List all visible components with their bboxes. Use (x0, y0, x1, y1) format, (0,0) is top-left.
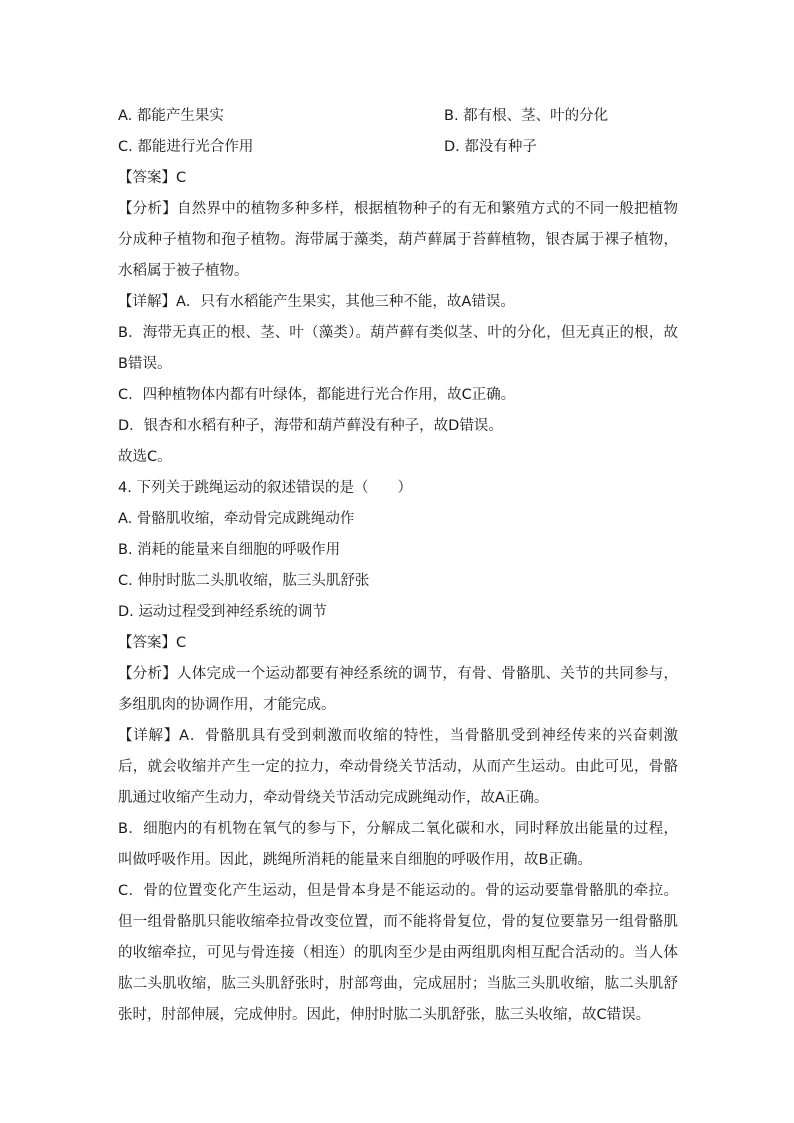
q3-option-c: C. 都能进行光合作用 (118, 139, 254, 155)
q4-detail-a: 【详解】A．骨骼肌具有受到刺激而收缩的特性，当骨骼肌受到神经传来的兴奋刺激后，就会收缩并产生一定的拉力，牵动骨绕关节活动，从而产生运动。由此可见，骨骼肌通过收缩产生动力，牵动骨绕关节活动完成跳绳动作，故A正确。 (118, 728, 678, 806)
q4-stem: 4. 下列关于跳绳运动的叙述错误的是（ ） (118, 480, 412, 496)
q3-detail-c: C．四种植物体内都有叶绿体，都能进行光合作用，故C正确。 (118, 387, 516, 403)
q3-detail-b: B．海带无真正的根、茎、叶（藻类）。葫芦藓有类似茎、叶的分化，但无真正的根，故B错误。 (118, 325, 678, 372)
q4-option-b: B. 消耗的能量来自细胞的呼吸作用 (118, 542, 341, 558)
q3-option-a: A. 都能产生果实 (118, 108, 224, 124)
q3-option-d: D. 都没有种子 (444, 139, 537, 155)
q3-detail-d: D．银杏和水稻有种子，海带和葫芦藓没有种子，故D错误。 (118, 418, 503, 434)
q3-option-b: B. 都有根、茎、叶的分化 (444, 108, 609, 124)
q4-detail-c: C．骨的位置变化产生运动，但是骨本身是不能运动的。骨的运动要靠骨骼肌的牵拉。但一组骨骼肌只能收缩牵拉骨改变位置，而不能将骨复位，骨的复位要靠另一组骨骼肌的收缩牵拉，可见与骨连接（相连）的肌肉至少是由两组肌肉相互配合活动的。当人体肱二头肌收缩，肱三头肌舒张时，肘部弯曲，完成屈肘；当肱三头肌收缩，肱二头肌舒张时，肘部伸展，完成伸肘。因此，伸肘时肱二头肌舒张，肱三头收缩，故C错误。 (118, 883, 678, 1023)
q4-detail-b: B．细胞内的有机物在氧气的参与下，分解成二氧化碳和水，同时释放出能量的过程，叫做呼吸作用。因此，跳绳所消耗的能量来自细胞的呼吸作用，故B正确。 (118, 821, 678, 868)
q4-option-a: A. 骨骼肌收缩，牵动骨完成跳绳动作 (118, 511, 355, 527)
q3-options-row-1 (118, 101, 678, 132)
q4-analysis: 【分析】人体完成一个运动都要有神经系统的调节，有骨、骨骼肌、关节的共同参与，多组肌肉的协调作用，才能完成。 (118, 666, 678, 713)
q4-answer: 【答案】C (118, 635, 187, 651)
q3-detail-a: 【详解】A．只有水稻能产生果实，其他三种不能，故A错误。 (118, 294, 515, 310)
q3-analysis: 【分析】自然界中的植物多种多样，根据植物种子的有无和繁殖方式的不同一般把植物分成种子植物和孢子植物。海带属于藻类，葫芦藓属于苔藓植物，银杏属于裸子植物，水稻属于被子植物。 (118, 201, 678, 279)
page-content (118, 101, 678, 1031)
q3-answer: 【答案】C (118, 170, 187, 186)
q4-option-d: D. 运动过程受到神经系统的调节 (118, 604, 327, 620)
q3-conclusion: 故选C。 (118, 449, 172, 465)
q3-options-row-2 (118, 132, 678, 163)
q4-option-c: C. 伸肘时肱二头肌收缩，肱三头肌舒张 (118, 573, 370, 589)
